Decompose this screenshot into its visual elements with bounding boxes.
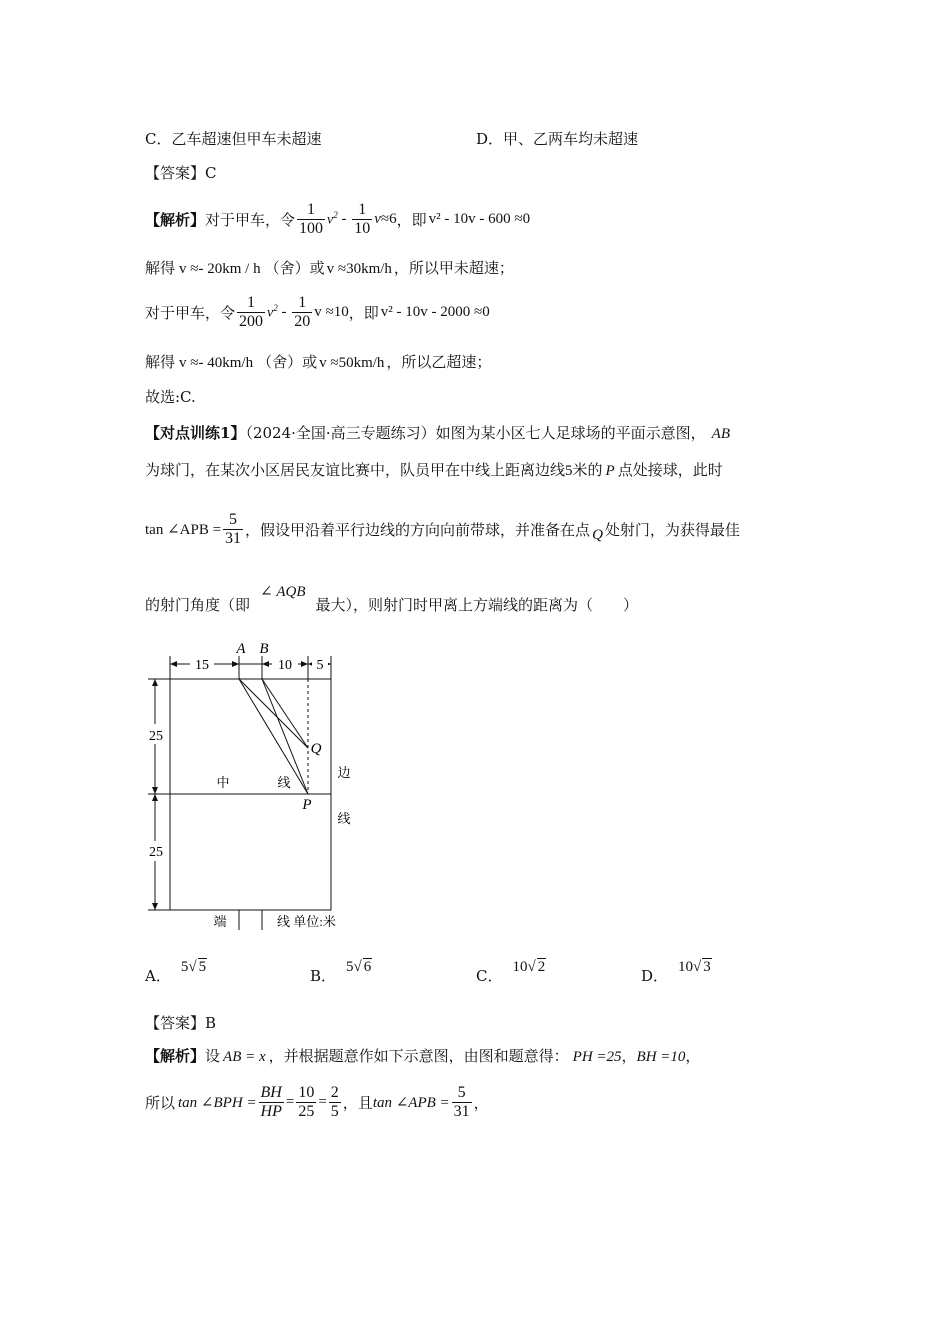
var-v: v	[374, 210, 381, 227]
problem-line-3: tan ∠APB = $\frac{5}{31}$ ，假设甲沿着平行边线的方向向前带球，并准备在点 Q 处射门，为获得最佳	[145, 510, 740, 547]
problem-line-2: 为球门，在某次小区居民友谊比赛中，队员甲在中线上距离边线5米的 P 点处接球，此时	[145, 461, 723, 479]
soccer-field-diagram	[140, 636, 370, 936]
label-15: 15	[195, 658, 209, 673]
text: ，即	[396, 210, 427, 229]
choice-d: D． 10√ 3	[641, 959, 711, 985]
solution-1-line-1: 【解析】 对于甲车，令 $\frac{1}{100}$ $v^2$ - $\frac{1}{10}$ v ≈6 ，即 v² - 10v - 600 ≈0	[145, 200, 531, 237]
text: 对于甲车，令	[205, 210, 296, 229]
label-end-xian: 线 单位:米	[277, 914, 336, 929]
problem-line-4: 的射门角度（即∠ AQB最大），则射门时甲离上方端线的距离为（ ）	[145, 584, 639, 614]
math: v² - 10v - 600 ≈0	[428, 210, 531, 227]
label-25-top: 25	[149, 729, 163, 744]
math: ≈6	[380, 210, 397, 227]
solution-2-line-2: 所以 tan ∠BPH = $\frac{BH}{HP}$ = $\frac{10}{25}$ = $\frac{2}{5}$ ，且 tan ∠APB = $\frac{5}{31}$ ，	[145, 1083, 489, 1120]
label-25-bottom: 25	[149, 845, 163, 860]
label-b: B	[259, 641, 269, 657]
line-aq	[239, 679, 308, 748]
label-p: P	[302, 797, 312, 813]
problem-tag: 【对点训练1】	[145, 424, 246, 442]
label-a: A	[236, 641, 246, 657]
label-end-duan: 端	[213, 914, 227, 929]
solution-tag: 【解析】	[145, 210, 206, 229]
choice-c: C． 10√ 2	[476, 959, 546, 985]
choice-b: B． 5√ 6	[310, 959, 372, 985]
label-q: Q	[310, 741, 322, 757]
fraction: $\frac{1}{10}$	[354, 200, 371, 237]
solution-1-line-2: 解得 v ≈- 20km / h （舍）或 v ≈30km/h ，所以甲未超速；	[145, 259, 514, 277]
fraction: $\frac{1}{100}$	[299, 200, 324, 237]
answer-1: 【答案】C	[145, 164, 217, 182]
label-midline-zhong: 中	[216, 775, 230, 790]
answer-2: 【答案】B	[145, 1014, 217, 1032]
label-5: 5	[316, 658, 324, 673]
label-midline-xian: 线	[277, 775, 291, 790]
label-side-xian: 线	[337, 811, 351, 826]
solution-2-line-1: 【解析】设 AB = x ，并根据题意作如下示意图，由图和题意得： PH =25，BH =10，	[145, 1047, 701, 1065]
solution-1-line-3: 对于甲车，令 $\frac{1}{200}$ $v^2$ - $\frac{1}{20}$ v ≈10 ，即 v² - 10v - 2000 ≈0	[145, 293, 490, 330]
choice-a: A． 5√ 5	[145, 959, 207, 985]
label-10: 10	[278, 658, 292, 673]
option-c: C．乙车超速但甲车未超速	[145, 130, 322, 148]
problem-line-1: 【对点训练1】（2024·全国·高三专题练习）如图为某小区七人足球场的平面示意图， AB	[145, 424, 730, 442]
solution-1-line-5: 故选:C.	[145, 388, 196, 406]
label-side-bian: 边	[337, 765, 351, 780]
solution-1-line-4: 解得 v ≈- 40km/h （舍）或 v ≈50km/h ，所以乙超速；	[145, 353, 492, 371]
option-d: D．甲、乙两车均未超速	[476, 130, 639, 148]
